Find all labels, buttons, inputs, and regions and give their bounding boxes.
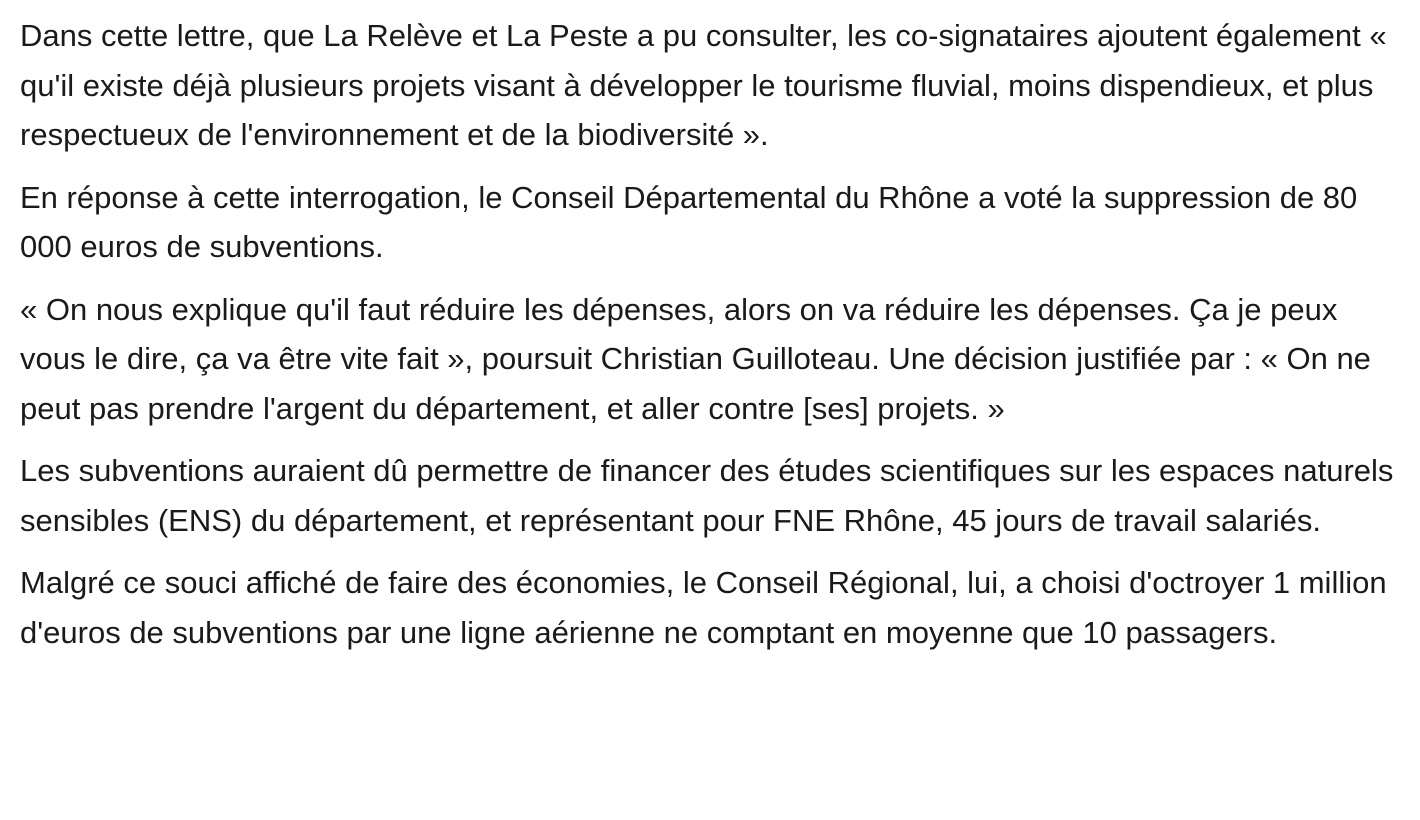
paragraph-council-response: En réponse à cette interrogation, le Conseil Départemental du Rhône a voté la suppression de 80 000 euros de subventions. — [20, 179, 1358, 264]
paragraph-regional-council: Malgré ce souci affiché de faire des économies, le Conseil Régional, lui, a choisi d'octroyer 1 million d'euros de subventions par une ligne aérienne ne comptant en moyenne que 10 passagers. — [20, 565, 1387, 650]
paragraph-letter-quote: Dans cette lettre, que La Relève et La Peste a pu consulter, les co-signataires ajoutent également « qu'il existe déjà plusieurs projets visant à développer le tourisme fluvial, moins dispendieux, et plus respectueux de l'environnement et de la biodiversité ». — [20, 18, 1387, 152]
paragraph-guilloteau-quote: « On nous explique qu'il faut réduire les dépenses, alors on va réduire les dépenses. Ça je peux vous le dire, ça va être vite fait », poursuit Christian Guilloteau. Une décision justifiée par : « On ne peut pas prendre l'argent du département, et aller contre [ses] projets. » — [20, 291, 1371, 426]
article-body — [20, 11, 1405, 670]
paragraph-subsidies-purpose: Les subventions auraient dû permettre de financer des études scientifiques sur les espaces naturels sensibles (ENS) du département, et représentant pour FNE Rhône, 45 jours de travail salariés. — [20, 453, 1394, 538]
